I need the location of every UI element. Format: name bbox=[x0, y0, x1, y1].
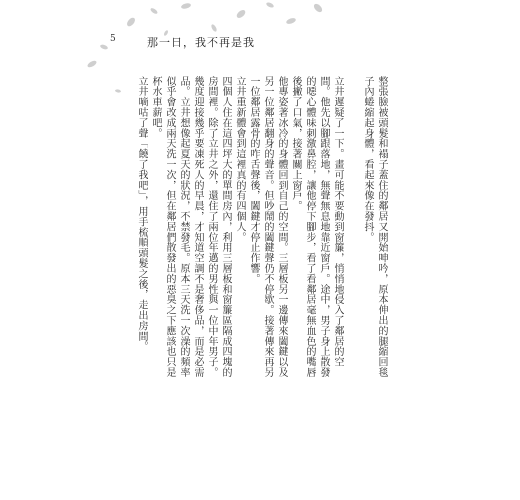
paragraph-4: 立井重新體會到這裡真的有四個人。 bbox=[234, 76, 245, 243]
running-title: 那一日，我不再是我 bbox=[147, 36, 255, 49]
petal-icon bbox=[235, 8, 247, 19]
page-number: 5 bbox=[110, 34, 116, 44]
paragraph-3: 他專姿著冰冷的身體回到自己的空間。三層板另一邊傳來闔鍵以及另一位鄰居翻身的聲音。但吵鬧的闔鍵聲仍不停歇。接著傳來再另一位鄰居露骨的咋舌聲後，闔鍵才停止作響。 bbox=[248, 76, 287, 378]
paragraph-1: 整張臉被頭髮和褟子蓋住的鄰居又開始呻吟，原本伸出的腿縮回毯子內蜷縮起身體，看起來像在發抖。 bbox=[362, 76, 387, 378]
petal-icon bbox=[210, 24, 217, 33]
petal-icon bbox=[312, 2, 323, 13]
paragraph-5: 四個人住在這四坪大的單間房內，利用三層板和窗簾區隔成四塊的房間裡。除了立井之外，還住了兩位年邁的男性與一位中年男子。 bbox=[206, 76, 231, 378]
petal-icon bbox=[266, 1, 275, 8]
petal-icon bbox=[100, 44, 109, 50]
paragraph-2: 立井遲疑了一下。畫可能不要動到窗簾，悄悄地侵入了鄰居的空間。他先以腳跟落地，無聲無息地靠近窗戶。途中，男子身上散發的噁心體味刺激鼻腔，讓他停下腳步，看了看鄰居毫無血色的嘴唇後撇了口氣，接著關上窗戶。 bbox=[290, 76, 343, 378]
petal-icon bbox=[285, 17, 296, 25]
paragraph-6: 幾度迎接幾乎要凍死人的早晨，才知道空調不是奢侈品，而是必需品。立井想像起夏天的狀況，不禁發毛。原本三天洗一次澡的頻率似乎會改成兩天洗一次，但在鄰居們散發出的惡臭之下應該也只是杯水車薪吧。 bbox=[150, 76, 203, 378]
paragraph-7: 立井嘀咕了聲「饒了我吧」，用手梳順頭髮之後，走出房間。 bbox=[136, 76, 147, 352]
petal-icon bbox=[86, 59, 97, 68]
petal-icon bbox=[181, 2, 192, 9]
petal-icon bbox=[125, 16, 136, 28]
petal-icon bbox=[150, 7, 159, 15]
